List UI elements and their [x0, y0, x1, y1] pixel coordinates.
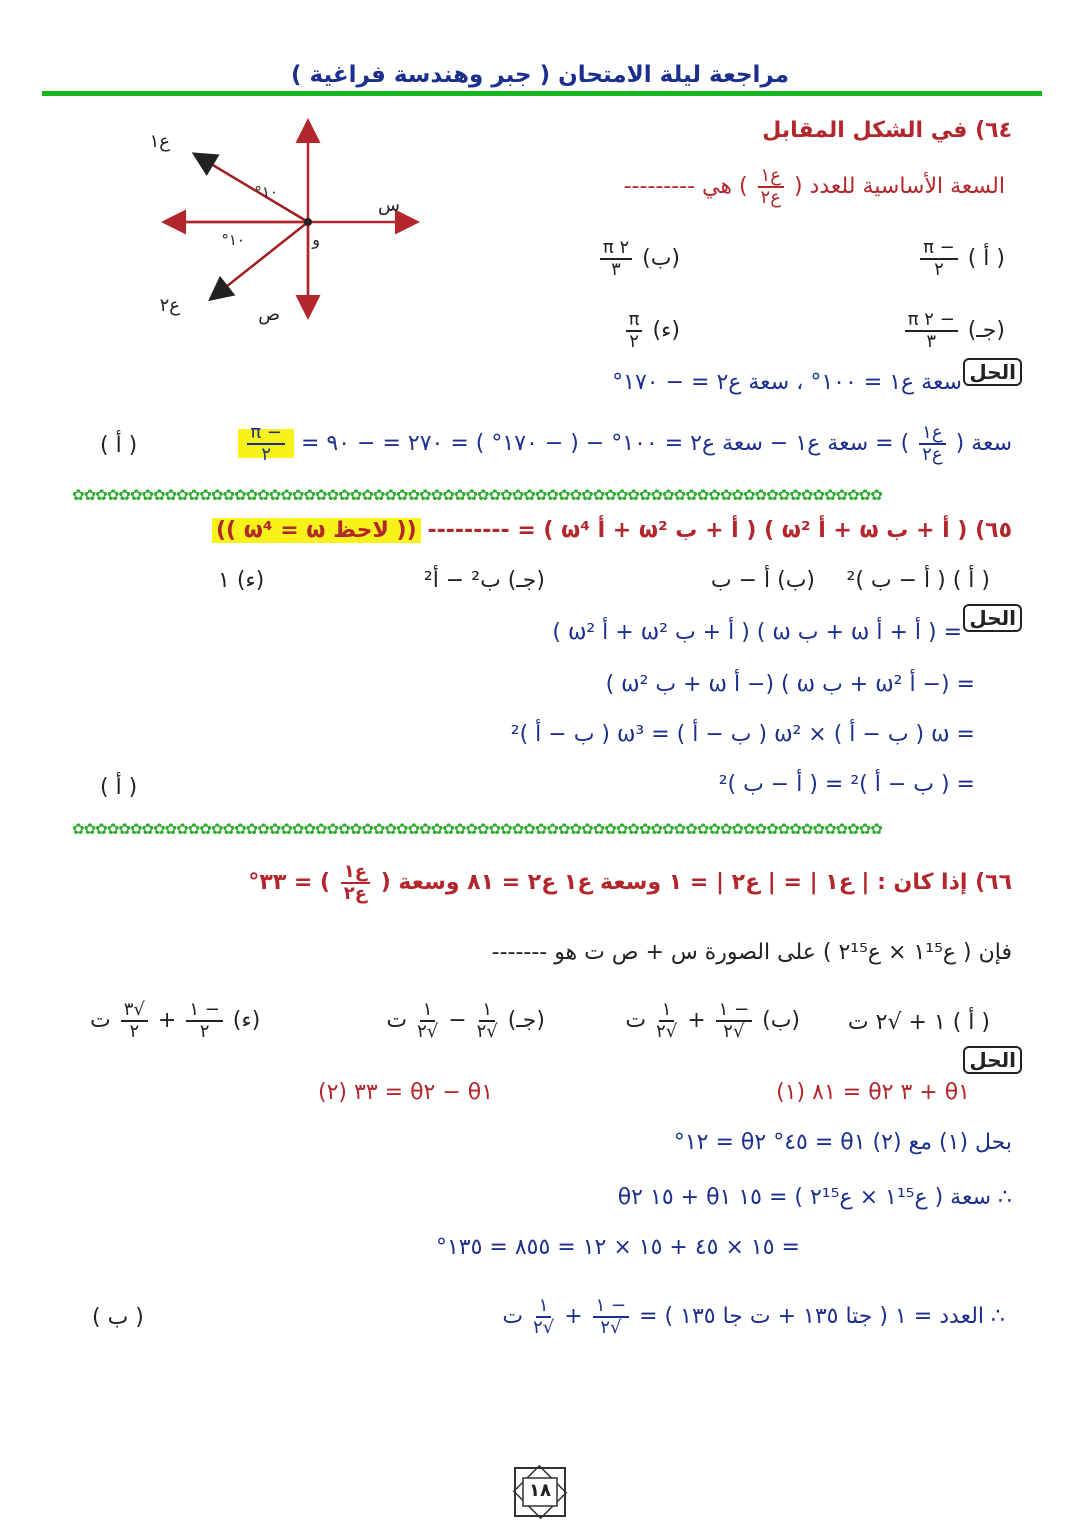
q65-solution-label: الحل [963, 604, 1022, 632]
q64-solution-line1: سعة ع١ = ١٠٠° ، سعة ع٢ = − ١٧٠° [612, 370, 962, 395]
separator-stars-2: ✿✿✿✿✿✿✿✿✿✿✿✿✿✿✿✿✿✿✿✿✿✿✿✿✿✿✿✿✿✿✿✿✿✿✿✿✿✿✿✿✿✿✿✿✿✿✿✿✿✿✿✿✿✿✿✿✿✿✿✿✿✿✿✿✿✿✿✿✿✿ [72, 820, 882, 838]
q66-option-d: (ء) $\frac{- ١}{٢}$ + $\frac{√٣}{٢}$ ت [90, 999, 261, 1042]
q64-option-c: (جـ) $\frac{- ٢ \pi}{٣}$ [902, 310, 1005, 352]
vector-z1 [196, 155, 308, 222]
q65-solution-line2: = (− أ ω² + ب ω ) (− أ ω + ب ω² ) [605, 672, 975, 697]
q66-title: ٦٦) إذا كان : | ع١ | = | ع٢ | = ١ وسعة ع١ ع٢ = ٨١ وسعة ( $\frac{\text{ع١}}{\text{ع٢}}$ ) = ٣٣° [248, 861, 1012, 904]
header-divider [42, 91, 1042, 96]
q66-solution-label: الحل [963, 1046, 1022, 1074]
q65-option-a: ( أ ) ( أ − ب )² [846, 568, 990, 593]
q66-option-c: (جـ) $\frac{١}{√٢}$ − $\frac{١}{√٢}$ ت [386, 999, 545, 1042]
q64-statement: السعة الأساسية للعدد ( $\frac{\text{ع١}}{\text{ع٢}}$ ) هي --------- [623, 165, 1005, 208]
q64-title: ٦٤) في الشكل المقابل [762, 118, 1012, 143]
q64-solution-label: الحل [963, 358, 1022, 386]
z2-label: ع٢ [159, 295, 180, 316]
q65-solution-line3: = ω ( ب − أ ) × ω² ( ب − أ ) = ω³ ( ب − أ )² [510, 722, 975, 747]
q66-equation-1: θ١ + ٣ θ٢ = ٨١ (١) [776, 1080, 970, 1105]
q66-equation-2: θ١ − θ٢ = ٣٣ (٢) [318, 1080, 494, 1105]
q66-solution-line4: ∴ سعة ( ع١¹⁵ × ع٢¹⁵ ) = ١٥ θ١ + ١٥ θ٢ [617, 1185, 1012, 1210]
q65-solution-line4: = ( ب − أ )² = ( أ − ب )² [718, 772, 975, 797]
page-number-ornament [509, 1462, 571, 1522]
separator-stars-1: ✿✿✿✿✿✿✿✿✿✿✿✿✿✿✿✿✿✿✿✿✿✿✿✿✿✿✿✿✿✿✿✿✿✿✿✿✿✿✿✿✿✿✿✿✿✿✿✿✿✿✿✿✿✿✿✿✿✿✿✿✿✿✿✿✿✿✿✿✿✿ [72, 486, 882, 504]
q66-solution-line3: بحل (١) مع (٢) θ١ = ٤٥° θ٢ = ١٢° [673, 1130, 1012, 1155]
q66-answer: ( ب ) [92, 1305, 144, 1330]
q66-solution-line6: ∴ العدد = ١ ( جتا ١٣٥ + ت جا ١٣٥ ) = $\frac{- ١}{√٢}$ + $\frac{١}{√٢}$ ت [502, 1295, 1005, 1338]
q65-title: ٦٥) ( أ + ب ω + أ ω² ) ( أ + ب ω² + أ ω⁴ ) = --------- [427, 518, 1012, 543]
q64-option-b: (ب) $\frac{٢ \pi}{٣}$ [597, 238, 680, 280]
q65-note: (( لاحظ ω⁴ = ω )) [212, 518, 421, 543]
argand-diagram [149, 115, 435, 330]
q64-answer: ( أ ) [100, 433, 138, 458]
angle1-label: ١٠° [254, 183, 278, 201]
origin-label: و [312, 230, 320, 249]
z1-label: ع١ [149, 131, 170, 152]
q66-statement: فإن ( ع١¹⁵ × ع٢¹⁵ ) على الصورة س + ص ت هو ------- [491, 940, 1012, 965]
q66-option-a: ( أ ) ١ + √٢ ت [847, 1010, 990, 1035]
q65-answer: ( أ ) [100, 775, 138, 800]
y-axis-label: ص [258, 304, 280, 325]
angle2-label: ١٠° [221, 231, 245, 249]
q65-option-b: (ب) أ − ب [710, 568, 815, 593]
q64-solution-line2: سعة ( $\frac{\text{ع١}}{\text{ع٢}}$ ) = سعة ع١ − سعة ع٢ = ١٠٠° − ( − ١٧٠° ) = ٢٧٠ = − ٩٠ = $\frac{- \pi}{٢}$ [238, 423, 1012, 465]
page-number: ١٨ [529, 1480, 551, 1501]
page-header-title: مراجعة ليلة الامتحان ( جبر وهندسة فراغية ) [291, 62, 789, 88]
q64-option-a: ( أ ) $\frac{- \pi}{٢}$ [917, 238, 1005, 280]
q65-option-c: (جـ) ب² − أ² [423, 568, 545, 593]
x-axis-label: س [378, 195, 400, 216]
q66-option-b: (ب) $\frac{- ١}{√٢}$ + $\frac{١}{√٢}$ ت [625, 999, 800, 1042]
q66-solution-line5: = ١٥ × ٤٥ + ١٥ × ١٢ = ٨٥٥ = ١٣٥° [435, 1235, 800, 1260]
q65-solution-line1: = ( أ + أ ω + ب ω ) ( أ + ب ω² + أ ω² ) [552, 620, 962, 645]
q64-option-d: (ء) $\frac{\pi}{٢}$ [623, 310, 680, 352]
q65-option-d: (ء) ١ [218, 568, 265, 593]
